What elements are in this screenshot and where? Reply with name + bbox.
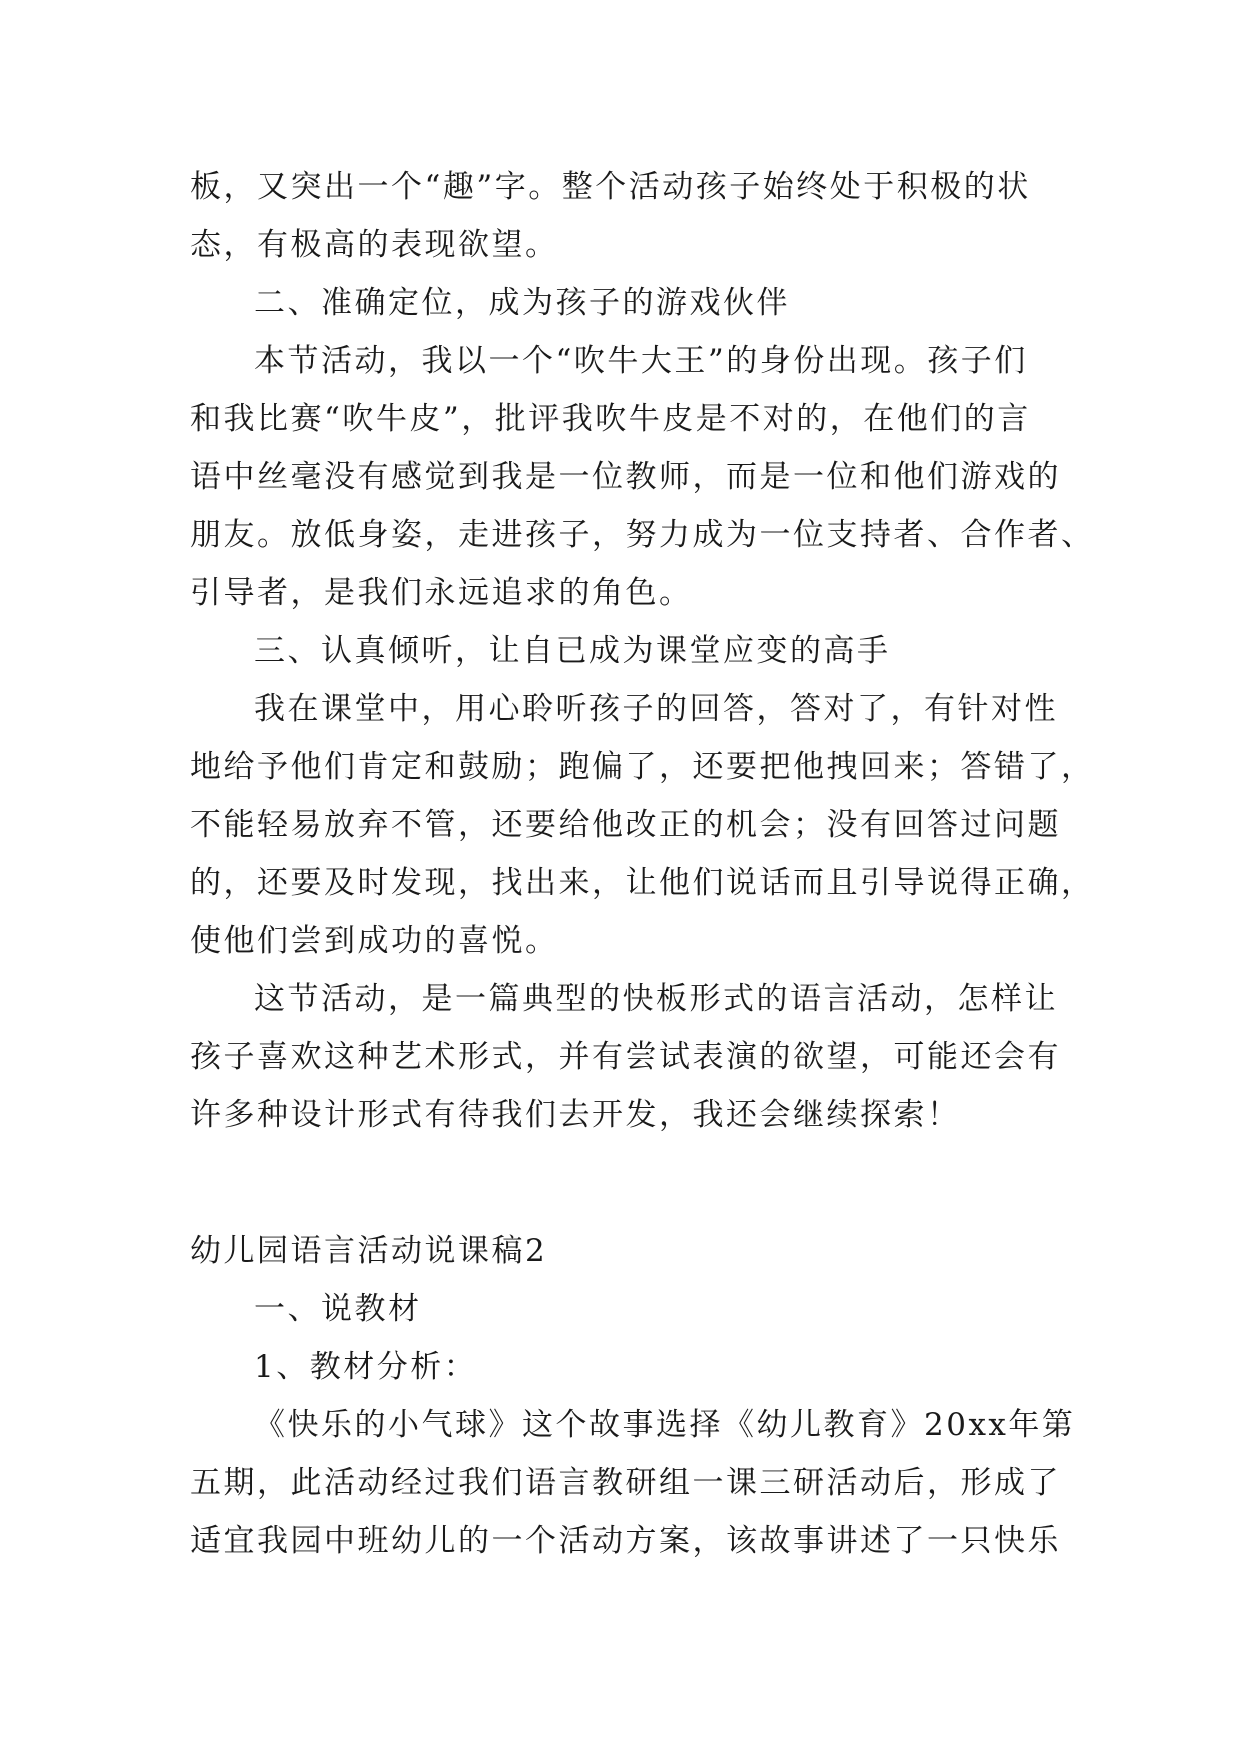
document-body — [190, 158, 1095, 1570]
text-line: 引导者，是我们永远追求的角色。 — [190, 575, 693, 611]
text-line: 语中丝毫没有感觉到我是一位教师，而是一位和他们游戏的 — [190, 459, 1061, 495]
text-line: 态，有极高的表现欲望。 — [190, 227, 559, 263]
text-line: 这节活动，是一篇典型的快板形式的语言活动，怎样让 — [254, 981, 1058, 1017]
text-line: 地给予他们肯定和鼓励；跑偏了，还要把他拽回来；答错了， — [190, 749, 1095, 785]
section-heading: 三、认真倾听，让自已成为课堂应变的高手 — [254, 633, 891, 669]
text-line: 不能轻易放弃不管，还要给他改正的机会；没有回答过问题 — [190, 807, 1061, 843]
text-line: 使他们尝到成功的喜悦。 — [190, 923, 559, 959]
text-line: 许多种设计形式有待我们去开发，我还会继续探索！ — [190, 1097, 961, 1133]
text-line: 本节活动，我以一个“吹牛大王”的身份出现。孩子们 — [254, 343, 1028, 379]
text-line: 我在课堂中，用心聆听孩子的回答，答对了，有针对性 — [254, 691, 1058, 727]
text-line: 适宜我园中班幼儿的一个活动方案，该故事讲述了一只快乐 — [190, 1523, 1061, 1559]
section-heading: 一、说教材 — [254, 1291, 422, 1327]
text-line: 和我比赛“吹牛皮”，批评我吹牛皮是不对的，在他们的言 — [190, 401, 1031, 437]
subsection-heading: 1、教材分析： — [254, 1349, 478, 1385]
section-heading: 二、准确定位，成为孩子的游戏伙伴 — [254, 285, 790, 321]
paragraph-spacer — [190, 1202, 1060, 1222]
text-line: 五期，此活动经过我们语言教研组一课三研活动后，形成了 — [190, 1465, 1061, 1501]
document-title: 幼儿园语言活动说课稿2 — [190, 1233, 548, 1269]
text-line: 朋友。放低身姿，走进孩子，努力成为一位支持者、合作者、 — [190, 517, 1095, 553]
text-line: 的，还要及时发现，找出来，让他们说话而且引导说得正确， — [190, 865, 1095, 901]
text-line: 板，又突出一个“趣”字。整个活动孩子始终处于积极的状 — [190, 169, 1031, 205]
paragraph-spacer — [190, 1144, 1060, 1202]
text-line: 《快乐的小气球》这个故事选择《幼儿教育》20xx年第 — [254, 1407, 1076, 1443]
text-line: 孩子喜欢这种艺术形式，并有尝试表演的欲望，可能还会有 — [190, 1039, 1061, 1075]
